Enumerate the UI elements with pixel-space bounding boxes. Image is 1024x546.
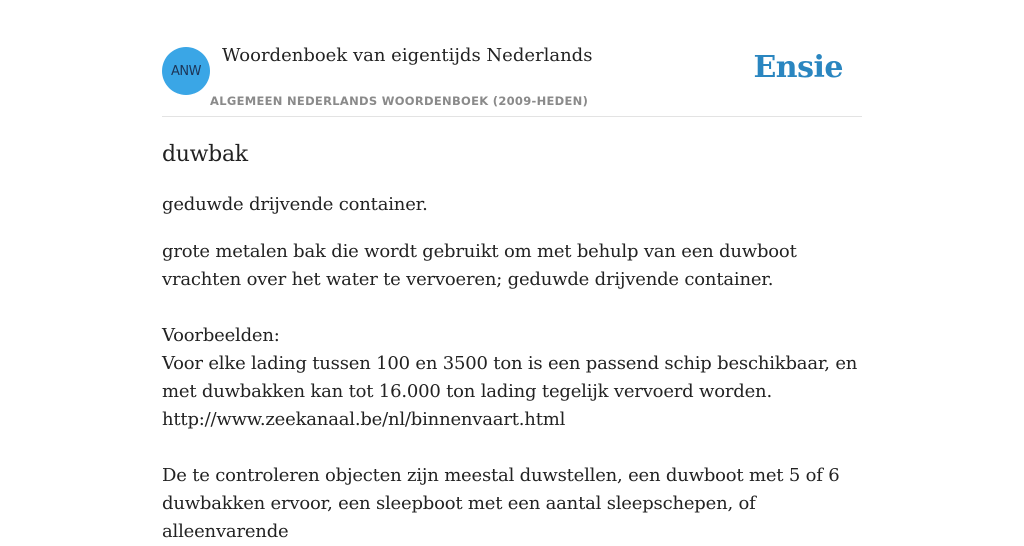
example-text: Voor elke lading tussen 100 en 3500 ton is een passend schip beschikbaar, en met duwbakken kan tot 16.000 ton lading tegelijk vervoerd worden. xyxy=(162,353,858,402)
examples-label: Voorbeelden: xyxy=(162,325,280,346)
source-subtitle: ALGEMEEN NEDERLANDS WOORDENBOEK (2009-HEDEN) xyxy=(210,94,589,108)
spacer xyxy=(162,294,862,322)
example-source-link[interactable]: http://www.zeekanaal.be/nl/binnenvaart.html xyxy=(162,409,566,430)
entry-content xyxy=(162,140,862,546)
source-avatar[interactable]: ANW xyxy=(162,47,210,95)
example-source xyxy=(162,406,862,434)
source-title[interactable]: Woordenboek van eigentijds Nederlands xyxy=(222,45,593,66)
brand-logo[interactable]: Ensie xyxy=(753,50,843,85)
source-header xyxy=(162,0,862,117)
spacer xyxy=(162,434,862,462)
headword: duwbak xyxy=(162,142,248,167)
example-text: De te controleren objecten zijn meestal duwstellen, een duwboot met 5 of 6 duwbakken ervoor, een sleepboot met een aantal sleepschepen, of alleenvarende xyxy=(162,465,840,542)
definition: grote metalen bak die wordt gebruikt om met behulp van een duwboot vrachten over het water te vervoeren; geduwde drijvende container. xyxy=(162,241,797,290)
short-definition: geduwde drijvende container. xyxy=(162,194,428,215)
